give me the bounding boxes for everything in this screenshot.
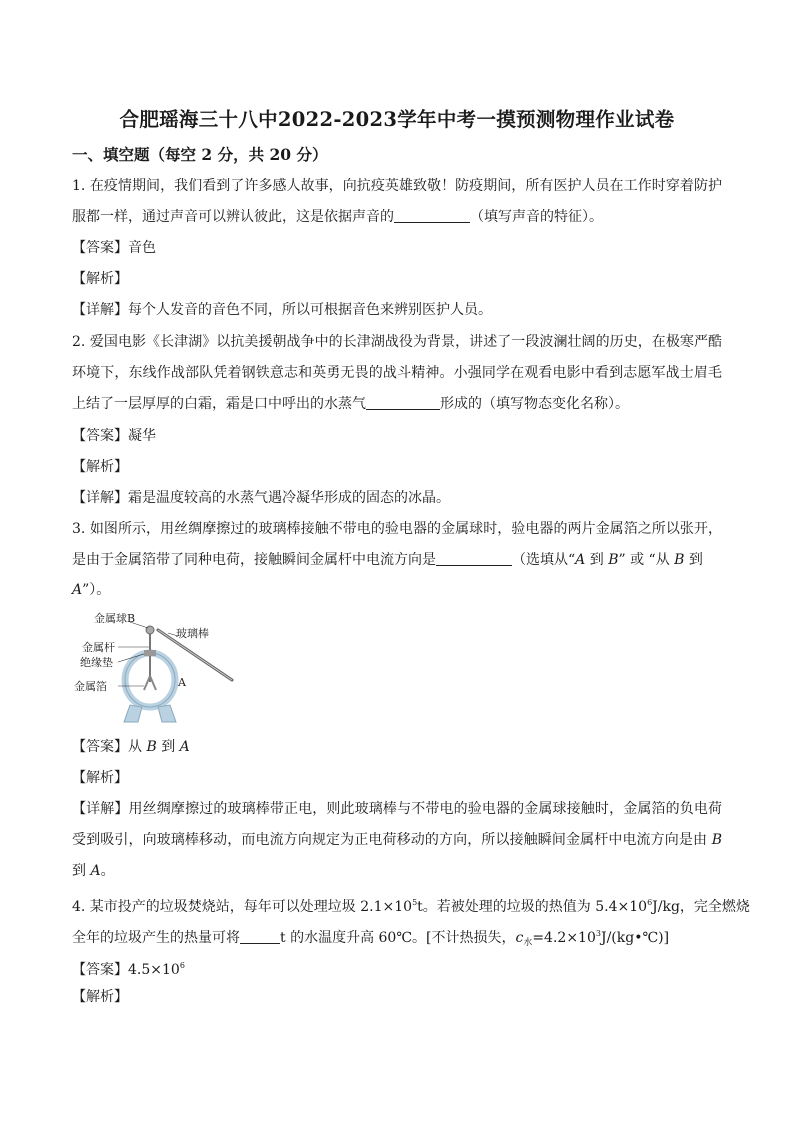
q3-detail-3-end: 。 (100, 863, 115, 879)
label-glass-rod: 玻璃棒 (176, 627, 209, 640)
q4-text-b: t。若被处理的垃圾的热值为 5.4×10 (417, 899, 648, 915)
q4-analysis: 【解析】 (72, 989, 128, 1005)
insulating-pad (144, 650, 156, 656)
q1-text-b: （填写声音的特征）。 (470, 209, 603, 225)
q3-text-end: ”）。 (82, 582, 111, 598)
q4-line-1 (72, 893, 750, 917)
q4-sub-water: 水 (523, 938, 533, 948)
q4-answer (72, 956, 722, 980)
q1-answer-blank[interactable] (394, 208, 470, 223)
q2-answer-blank[interactable] (366, 395, 440, 410)
q4-text-c: J/kg，完全燃烧 (652, 899, 750, 915)
q3-var-a2: A (72, 582, 83, 598)
label-metal-stem: 金属杆 (82, 641, 115, 654)
q4-text-d: 全年的垃圾产生的热量可将 (72, 930, 240, 946)
q3-var-b2: B (674, 552, 685, 568)
q2-line-2: 环境下，东线作战部队凭着钢铁意志和英勇无畏的战斗精神。小强同学在观看电影中看到志愿军战士眉毛 (72, 365, 722, 381)
q3-answer-b: B (146, 739, 157, 755)
q3-detail-3 (72, 861, 722, 881)
q3-analysis: 【解析】 (72, 770, 128, 786)
q3-line-2 (72, 550, 722, 570)
q3-detail-2 (72, 830, 722, 850)
q4-var-c: c (515, 930, 524, 946)
q1-line-1: 1. 在疫情期间，我们看到了许多感人故事，向抗疫英雄致敬！防疫期间，所有医护人员在工作时穿着防护 (72, 178, 722, 194)
q4-exp-2: 6 (647, 898, 653, 907)
q2-answer: 【答案】凝华 (72, 428, 156, 444)
q4-answer-exp: 6 (179, 961, 185, 970)
q3-text-or: ” 或 “从 (618, 552, 675, 568)
q4-exp-1: 5 (412, 898, 418, 907)
q2-line-3 (72, 394, 722, 414)
q3-var-b: B (608, 552, 619, 568)
q3-answer (72, 737, 722, 757)
q4-text-e: t 的水温度升高 60℃。[不计热损失， (280, 930, 516, 946)
stand-leg-right (158, 705, 176, 722)
q4-text-g: J/(kg•℃)] (600, 930, 670, 946)
label-metal-foil: 金属箔 (74, 680, 107, 693)
label-insulating-pad: 绝缘垫 (80, 656, 113, 669)
section-heading-fill-blank: 一、填空题（每空 2 分，共 20 分） (72, 145, 328, 164)
metal-ball (146, 626, 154, 634)
q1-text-a: 服都一样，通过声音可以辨认彼此，这是依据声音的 (72, 209, 394, 225)
page-title: 合肥瑶海三十八中2022-2023学年中考一摸预测物理作业试卷 (119, 108, 675, 131)
q4-line-2 (72, 924, 722, 953)
q2-analysis: 【解析】 (72, 459, 128, 475)
q2-detail: 【详解】霜是温度较高的水蒸气遇冷凝华形成的固态的冰晶。 (72, 490, 450, 506)
q1-detail: 【详解】每个人发音的音色不同，所以可根据音色来辨别医护人员。 (72, 302, 492, 318)
q3-text-a: 是由于金属箔带了同种电荷，接触瞬间金属杆中电流方向是 (72, 552, 436, 568)
q3-text-to2: 到 (684, 552, 703, 568)
q3-line-1: 3. 如图所示，用丝绸摩擦过的玻璃棒接触不带电的验电器的金属球时，验电器的两片金属箔之所以张开， (72, 521, 722, 537)
q3-text-b: （选填从“ (512, 552, 576, 568)
q4-text-a: 4. 某市投产的垃圾焚烧站，每年可以处理垃圾 2.1×10 (72, 899, 413, 915)
q1-analysis: 【解析】 (72, 271, 128, 287)
q3-detail-3-text: 到 (72, 863, 91, 879)
q4-answer-text: 【答案】4.5×10 (72, 962, 180, 978)
q3-line-3 (72, 580, 722, 600)
q3-detail-2-var: B (711, 832, 722, 848)
q3-detail-2-text: 受到吸引，向玻璃棒移动，而电流方向规定为正电荷移动的方向，所以接触瞬间金属杆中电流方向是由 (72, 832, 712, 848)
stand-leg-left (124, 705, 142, 722)
q3-answer-a: A (179, 739, 190, 755)
label-metal-ball: 金属球B (94, 612, 136, 625)
q3-var-a: A (575, 552, 586, 568)
q1-line-2 (72, 207, 722, 227)
q4-text-f: =4.2×10 (532, 930, 596, 946)
q3-answer-prefix: 【答案】从 (72, 739, 147, 755)
q3-detail-3-var: A (90, 863, 101, 879)
q1-answer: 【答案】音色 (72, 240, 156, 256)
metal-foil-left (144, 676, 150, 690)
q2-text-a: 上结了一层厚厚的白霜，霜是口中呼出的水蒸气 (72, 396, 366, 412)
electroscope-figure (72, 610, 242, 725)
q3-answer-blank[interactable] (436, 551, 512, 566)
q4-answer-blank[interactable] (240, 929, 280, 944)
q2-text-b: 形成的（填写物态变化名称）。 (440, 396, 629, 412)
q3-text-to: 到 (585, 552, 609, 568)
metal-foil-right (150, 676, 156, 690)
label-a: A (178, 676, 186, 689)
q2-line-1: 2. 爱国电影《长津湖》以抗美援朝战争中的长津湖战役为背景，讲述了一段波澜壮阔的历史，在极寒严酷 (72, 334, 722, 350)
q3-detail-1: 【详解】用丝绸摩擦过的玻璃棒带正电，则此玻璃棒与不带电的验电器的金属球接触时，金属箔的负电荷 (72, 801, 722, 817)
q3-answer-to: 到 (156, 739, 180, 755)
q4-exp-3: 3 (595, 929, 601, 938)
